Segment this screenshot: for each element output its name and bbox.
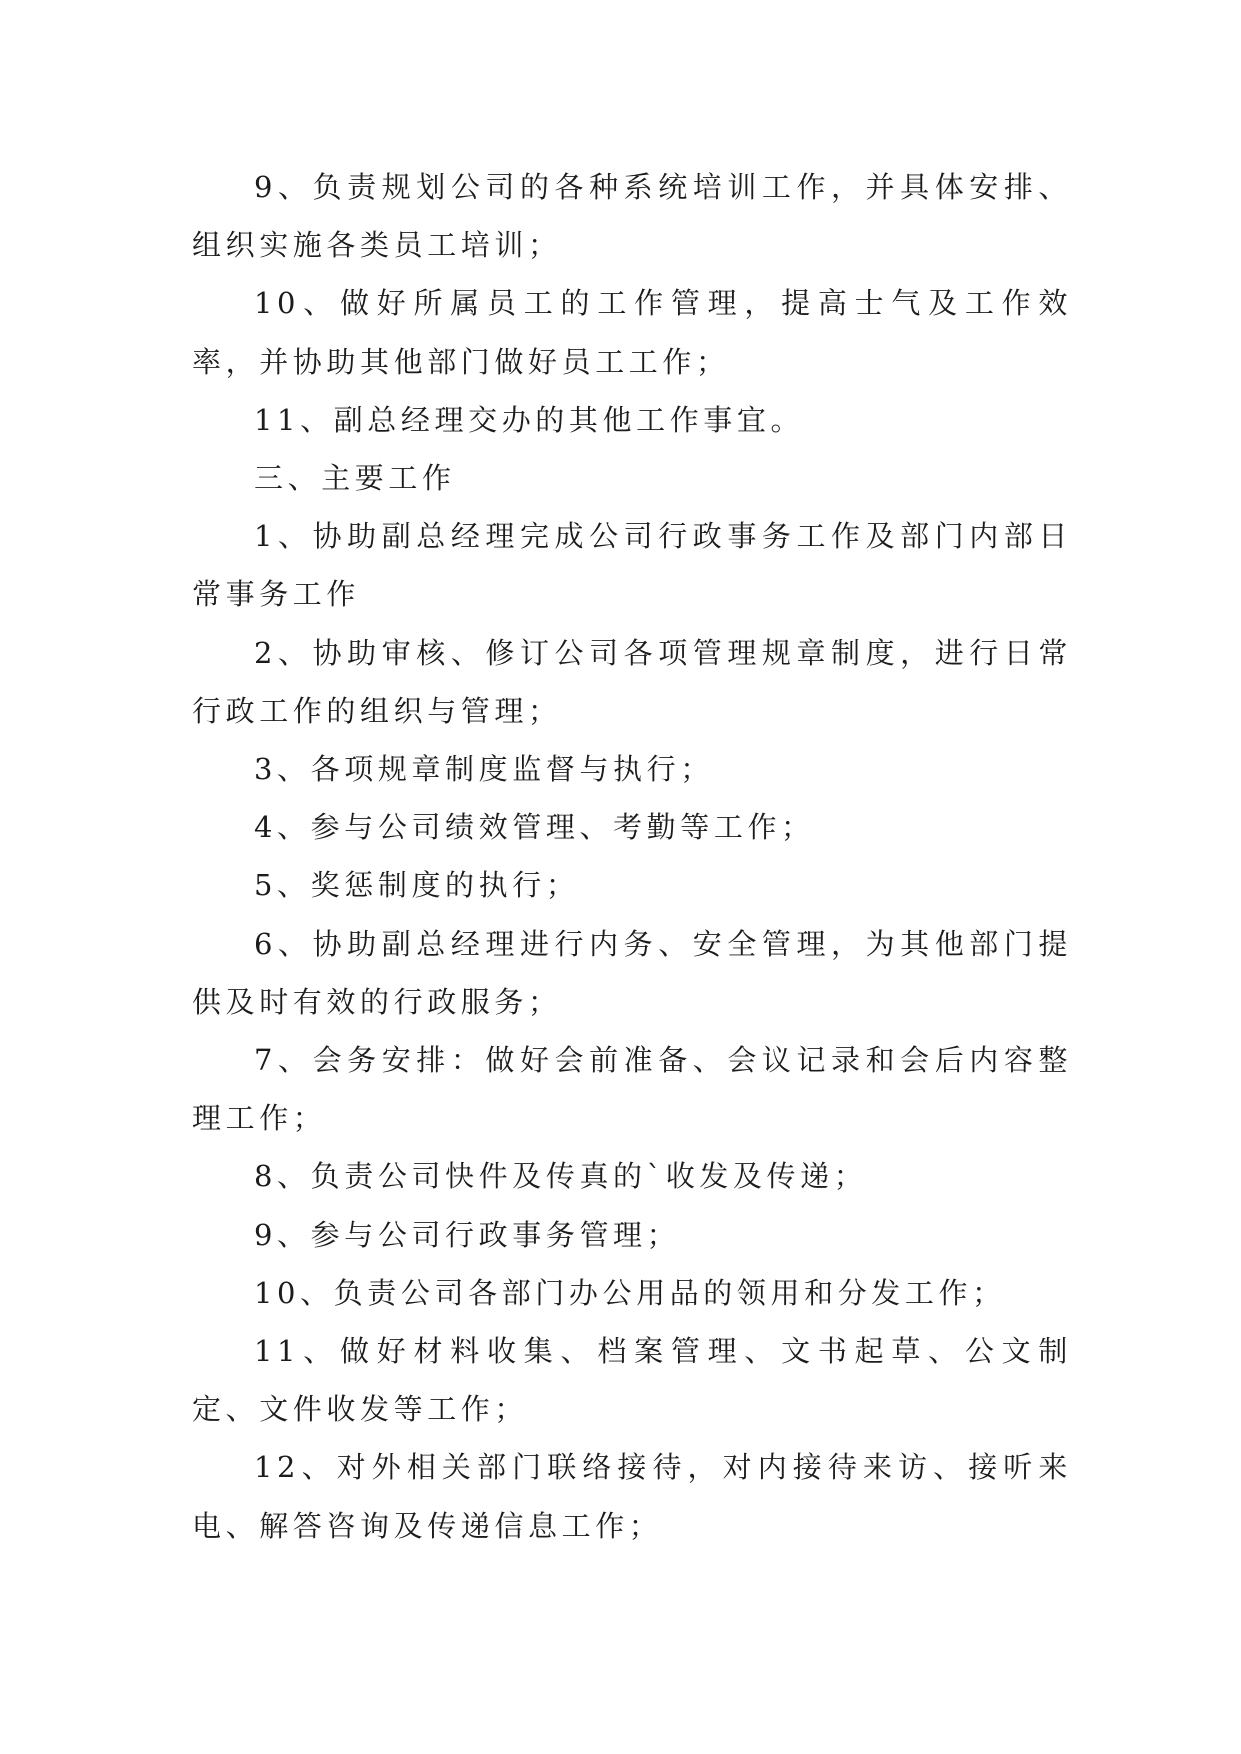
document-body — [192, 158, 1072, 1555]
paragraph-meeting-arrangement: 7、会务安排：做好会前准备、会议记录和会后内容整理工作； — [192, 1043, 1072, 1136]
paragraph-archives-documents: 11、做好材料收集、档案管理、文书起草、公文制定、文件收发等工作； — [192, 1334, 1072, 1427]
paragraph-express-fax: 8、负责公司快件及传真的`收发及传递； — [254, 1159, 868, 1194]
paragraph-training-planning: 9、负责规划公司的各种系统培训工作，并具体安排、组织实施各类员工培训； — [192, 170, 1072, 263]
paragraph-rewards-penalties: 5、奖惩制度的执行； — [254, 868, 580, 903]
paragraph-regulations-supervision: 3、各项规章制度监督与执行； — [254, 752, 714, 787]
paragraph-internal-security: 6、协助副总经理进行内务、安全管理，为其他部门提供及时有效的行政服务； — [192, 926, 1072, 1019]
paragraph-regulations-review: 2、协助审核、修订公司各项管理规章制度，进行日常行政工作的组织与管理； — [192, 635, 1072, 728]
section-heading-main-work: 三、主要工作 — [254, 461, 456, 496]
paragraph-reception-liaison: 12、对外相关部门联络接待，对内接待来访、接听来电、解答咨询及传递信息工作； — [192, 1450, 1072, 1543]
paragraph-admin-affairs: 1、协助副总经理完成公司行政事务工作及部门内部日常事务工作 — [192, 519, 1072, 612]
paragraph-admin-management: 9、参与公司行政事务管理； — [254, 1217, 681, 1252]
paragraph-other-duties: 11、副总经理交办的其他工作事宜。 — [254, 402, 805, 437]
paragraph-office-supplies: 10、负责公司各部门办公用品的领用和分发工作； — [254, 1275, 1006, 1310]
paragraph-staff-management: 10、做好所属员工的工作管理，提高士气及工作效率，并协助其他部门做好员工工作； — [192, 286, 1072, 379]
paragraph-performance-attendance: 4、参与公司绩效管理、考勤等工作； — [254, 810, 815, 845]
